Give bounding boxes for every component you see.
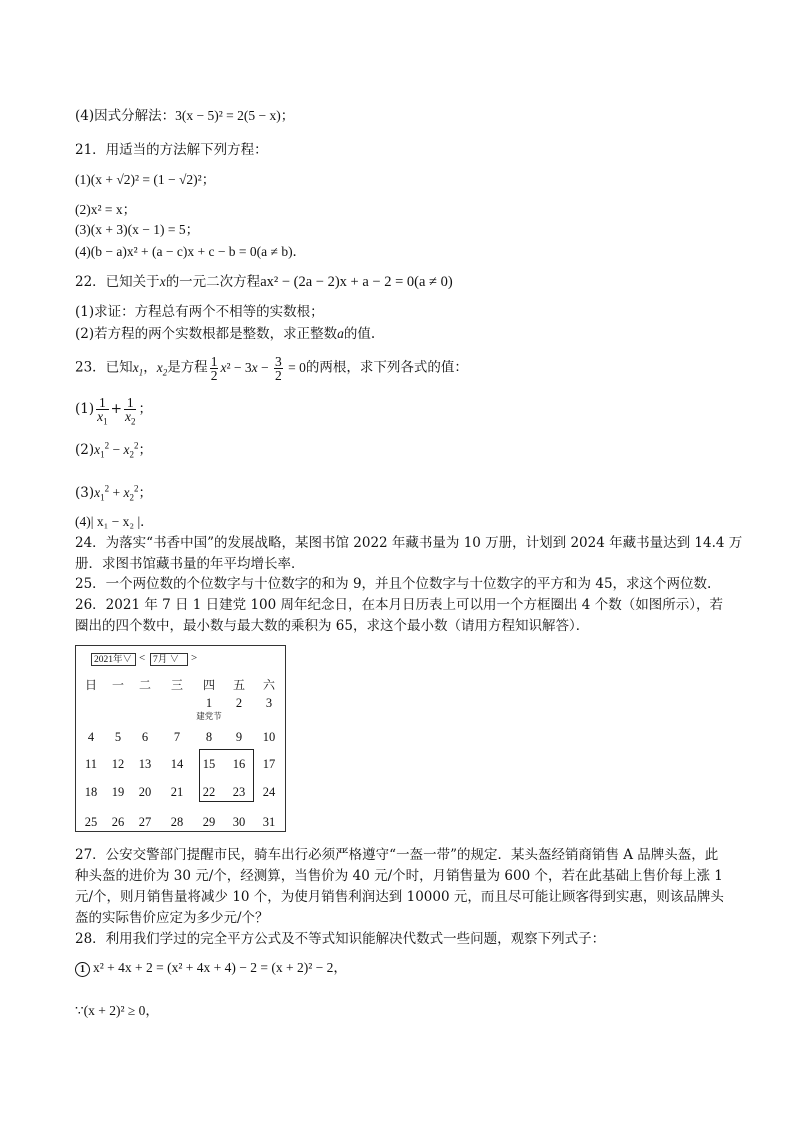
calendar-day[interactable]: 5: [114, 730, 122, 744]
calendar-day[interactable]: 19: [111, 785, 125, 799]
q23-part3-label: (3): [75, 485, 95, 501]
q23-part1-frac1: $\frac{1}{x_1}$: [97, 395, 108, 427]
q21-part4: (4)(b − a)x² + (a − c)x + c − b = 0(a ≠ b)．: [75, 244, 307, 259]
weekday-header: 一: [111, 678, 124, 692]
q20-part4-equation: 3(x − 5)² = 2(5 − x)；: [175, 108, 295, 123]
q28-item1: [75, 959, 347, 977]
q28-item2: ∵(x + 2)² ≥ 0，: [75, 1003, 159, 1018]
calendar-day[interactable]: 23: [232, 785, 246, 799]
q27-line4: 盔的实际售价应定为多少元/个？: [75, 910, 269, 926]
q23-stem-b: ，: [143, 359, 157, 376]
q27-line3: 元/个，则月销售量将减少 10 个，为使月销售利润达到 10000 元，而且尽可能让顾客得到实惠，则该品牌头: [75, 889, 724, 905]
calendar-day[interactable]: 16: [232, 757, 246, 771]
q21-part3: (3)(x + 3)(x − 1) = 5；: [75, 222, 200, 237]
calendar-day[interactable]: 29: [202, 815, 216, 829]
calendar-day[interactable]: 15: [202, 757, 216, 771]
x1-symbol: $x_1$: [132, 359, 144, 378]
q21-stem: 21．用适当的方法解下列方程：: [75, 142, 268, 158]
weekday-header: 四: [202, 678, 215, 692]
calendar-day[interactable]: 6: [141, 730, 149, 744]
q22-stem: [75, 273, 453, 291]
chevron-down-icon: ∨: [169, 655, 180, 665]
month-select[interactable]: [150, 653, 188, 666]
year-select[interactable]: [91, 653, 136, 666]
q23-part3: [75, 484, 152, 502]
q22-stem-a: 22．已知关于: [75, 274, 160, 290]
calendar-day[interactable]: 30: [232, 815, 246, 829]
calendar-day[interactable]: 31: [262, 815, 276, 829]
q23-part2-expr: $x_1^2 - x_2^2$；: [94, 440, 152, 460]
q23-stem-d: 的两根，求下列各式的值：: [305, 359, 468, 376]
calendar-day[interactable]: 10: [262, 730, 276, 744]
q22-stem-b: 的一元二次方程: [165, 274, 261, 290]
chevron-down-icon: ∨: [122, 655, 133, 665]
circled-number-icon: 1: [75, 962, 90, 977]
calendar-day[interactable]: 28: [170, 815, 184, 829]
q22-part2-var: a: [337, 326, 344, 341]
calendar-day[interactable]: 27: [138, 815, 152, 829]
q23-part1-label: (1): [75, 401, 95, 417]
calendar-day[interactable]: 17: [262, 757, 276, 771]
q24-line1: 24．为落实“书香中国”的发展战略，某图书馆 2022 年藏书量为 10 万册，计划到 2024 年藏书量达到 14.4 万: [75, 535, 743, 551]
q20-part4: [75, 107, 294, 125]
q27-line2: 种头盔的进价为 30 元/个，经测算，当售价为 40 元/个时，月销售量为 600 个，若在此基础上售价每上涨 1: [75, 868, 723, 884]
year-select-value: 2021年: [94, 655, 123, 665]
weekday-header: 二: [138, 678, 151, 692]
q21-part1: (1)(x + √2)² = (1 − √2)²；: [75, 172, 216, 187]
q23-part1: (1) $\frac{1}{x_1}$ + $\frac{1}{x_2}$ ；: [75, 395, 152, 427]
calendar-day[interactable]: 20: [138, 785, 152, 799]
weekday-header: 五: [232, 678, 245, 692]
q23-part2: [75, 441, 152, 459]
calendar-day[interactable]: 14: [170, 757, 184, 771]
calendar-day[interactable]: 3: [265, 696, 273, 710]
calendar-day[interactable]: 11: [84, 757, 98, 771]
selection-box: [199, 749, 254, 802]
q26-line2: 圈出的四个数中，最小数与最大数的乘积为 65，求这个最小数（请用方程知识解答）．: [75, 618, 590, 634]
q22-part1: (1)求证：方程总有两个不相等的实数根；: [75, 304, 324, 320]
calendar-day[interactable]: 21: [170, 785, 184, 799]
q23-equation: $\frac{1}{2}$ x² − 3x − $\frac{3}{2}$ = 0: [210, 354, 306, 383]
q20-part4-label: (4)因式分解法：: [75, 108, 176, 124]
q22-part2: [75, 325, 375, 343]
calendar-figure: [75, 645, 286, 832]
calendar-day[interactable]: 1: [205, 696, 213, 710]
q28-line1: 28．利用我们学过的完全平方公式及不等式知识能解决代数式一些问题，观察下列式子：: [75, 931, 606, 947]
weekday-header: 六: [262, 678, 275, 692]
weekday-header: 日: [84, 678, 97, 692]
q23-part4: (4)| x₁ − x₂ |．: [75, 514, 154, 529]
q28-item1-expr: x² + 4x + 2 = (x² + 4x + 4) − 2 = (x + 2)² − 2，: [93, 960, 347, 975]
q23-part3-expr: $x_1^2 + x_2^2$；: [94, 483, 152, 503]
calendar-day[interactable]: 22: [202, 785, 216, 799]
month-select-value: 7月: [153, 655, 168, 665]
q23-stem: [75, 355, 468, 382]
q23-part2-label: (2): [75, 442, 95, 458]
next-month-arrow[interactable]: >: [191, 652, 198, 664]
q23-part1-frac2: $\frac{1}{x_2}$: [124, 395, 136, 427]
q24-line2: 册．求图书馆藏书量的年平均增长率．: [75, 556, 305, 572]
weekday-header: 三: [170, 678, 183, 692]
q26-line1: 26．2021 年 7 日 1 日建党 100 周年纪念日，在本月日历表上可以用一个方框圈出 4 个数（如图所示），若: [75, 597, 723, 613]
q23-stem-a: 23．已知: [75, 359, 133, 376]
q21-part2: (2)x² = x；: [75, 202, 137, 217]
q25-line1: 25．一个两位数的个位数字与十位数字的和为 9，并且个位数字与十位数字的平方和为 45，求这个两位数.: [75, 576, 712, 592]
calendar-day[interactable]: 24: [262, 785, 276, 799]
calendar-day[interactable]: 25: [84, 815, 98, 829]
q22-part2-a: (2)若方程的两个实数根都是整数，求正整数: [75, 326, 338, 342]
calendar-day[interactable]: 12: [111, 757, 125, 771]
calendar-day[interactable]: 7: [173, 730, 181, 744]
calendar-day[interactable]: 26: [111, 815, 125, 829]
q22-part2-b: 的值.: [343, 326, 376, 342]
calendar-day[interactable]: 2: [235, 696, 243, 710]
calendar-day[interactable]: 9: [235, 730, 243, 744]
q27-line1: 27．公安交警部门提醒市民，骑车出行必须严格遵守“一盔一带”的规定．某头盔经销商销售 A 品牌头盔，此: [75, 847, 719, 863]
q23-stem-c: 是方程: [167, 359, 208, 376]
holiday-label: 建党节: [196, 712, 222, 722]
calendar-day[interactable]: 4: [87, 730, 95, 744]
prev-month-arrow[interactable]: <: [139, 652, 146, 664]
calendar-day[interactable]: 13: [138, 757, 152, 771]
calendar-day[interactable]: 18: [84, 785, 98, 799]
calendar-day[interactable]: 8: [205, 730, 213, 744]
x2-symbol: $x_2$: [156, 359, 168, 378]
q22-equation: ax² − (2a − 2)x + a − 2 = 0(a ≠ 0): [260, 274, 453, 290]
q22-stem-var: x: [159, 274, 166, 289]
